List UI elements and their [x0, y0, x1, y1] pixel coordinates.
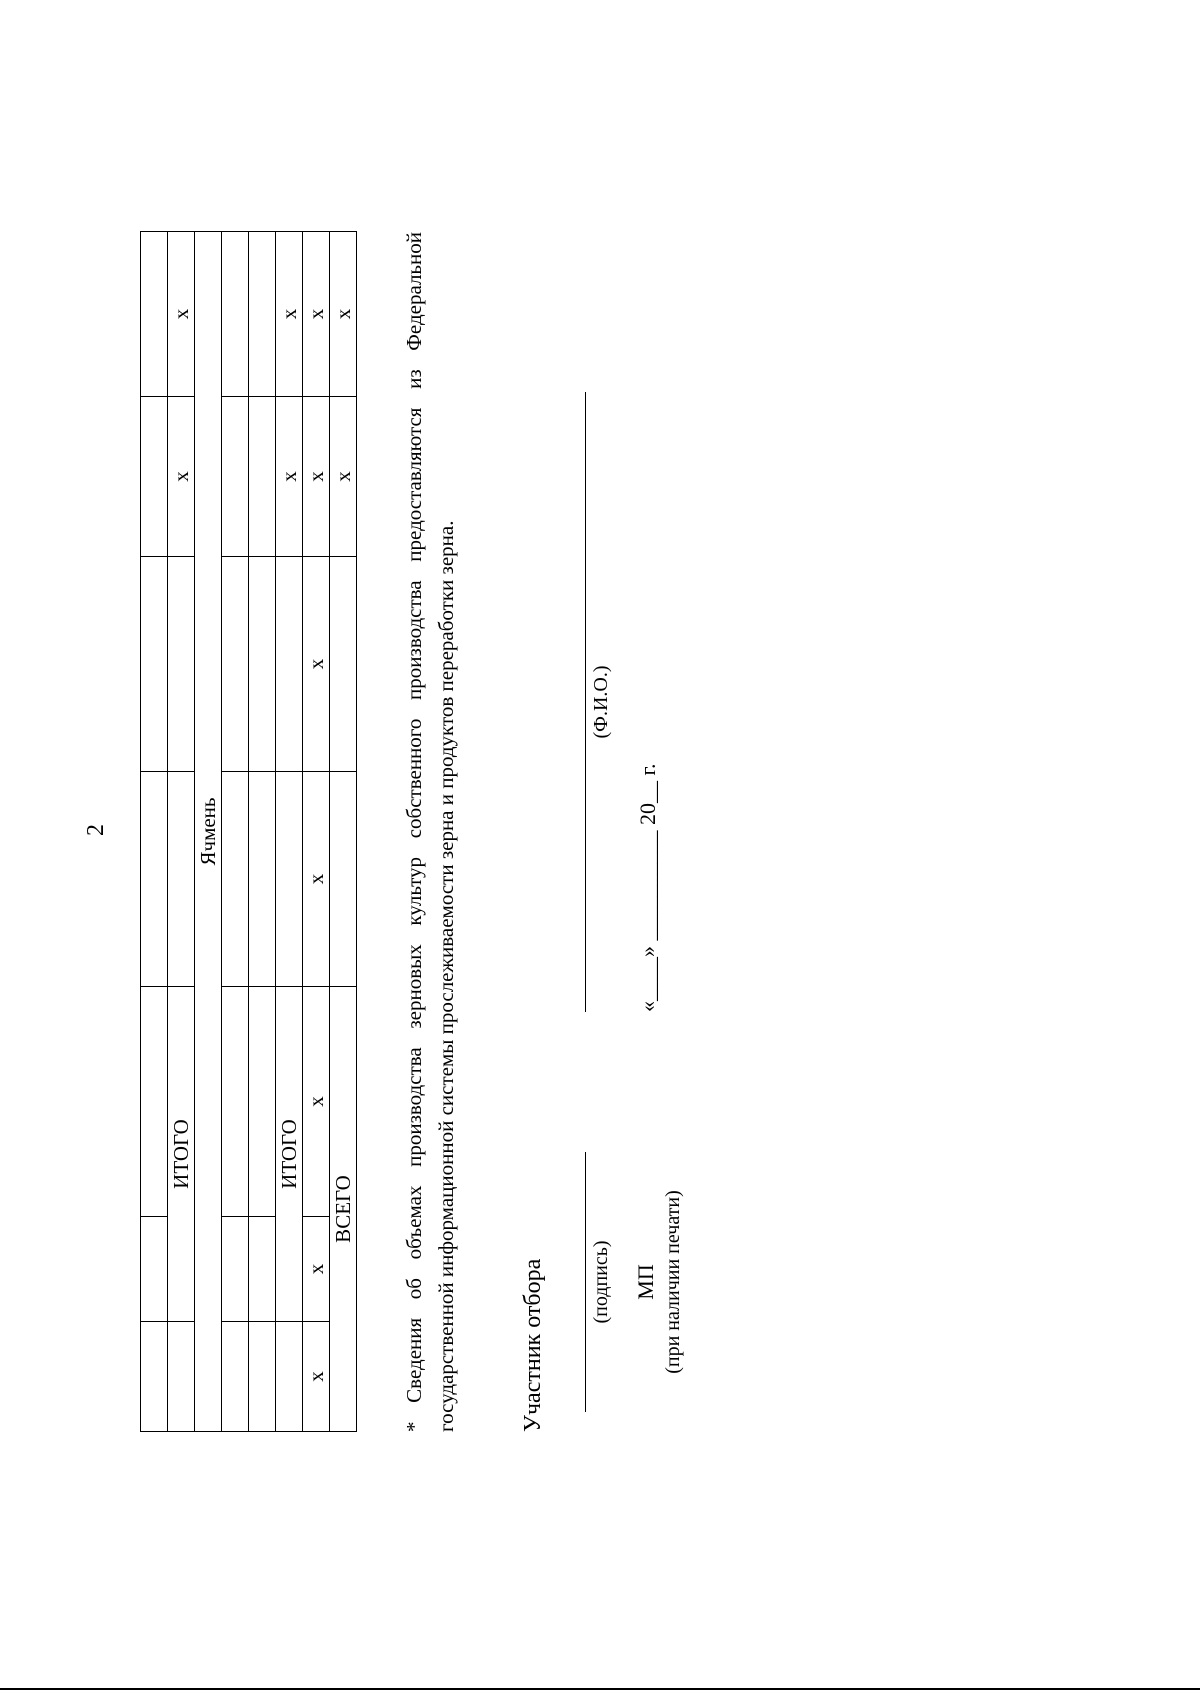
name-caption: (Ф.И.О.) — [590, 665, 612, 739]
table-row — [141, 232, 168, 1432]
vsego-label: ВСЕГО — [330, 987, 357, 1432]
table-row — [168, 232, 195, 1432]
cross-cell: х — [330, 397, 357, 557]
cross-cell: х — [303, 397, 330, 557]
bottom-rule — [0, 1688, 1200, 1690]
cross-cell: х — [303, 987, 330, 1217]
cross-cell: х — [276, 397, 303, 557]
page-number: 2 — [83, 824, 109, 836]
cross-cell: х — [303, 1217, 330, 1322]
table-row — [249, 232, 276, 1432]
table-row — [303, 232, 330, 1432]
table-row — [195, 232, 222, 1432]
footnote: * Сведения об объемах производства зерновых культур собственного производства предоставляются из Федеральной государственной информационной системы прослеживаемости зерна и продуктов переработки зерна. — [402, 232, 458, 1432]
table-row — [222, 232, 249, 1432]
cross-cell: х — [276, 232, 303, 397]
rotated-content — [140, 232, 720, 1432]
signature-caption: (подпись) — [590, 1240, 612, 1324]
itogo-label: ИТОГО — [168, 987, 195, 1322]
grain-table — [140, 231, 357, 1432]
stamp-label: МП — [633, 1264, 658, 1300]
cross-cell: х — [303, 772, 330, 987]
cross-cell: х — [168, 397, 195, 557]
cross-cell: х — [303, 232, 330, 397]
itogo-label: ИТОГО — [276, 987, 303, 1322]
cross-cell: х — [303, 1322, 330, 1432]
name-line — [585, 392, 586, 1012]
stamp-note: (при наличии печати) — [662, 1190, 684, 1374]
cross-cell: х — [303, 557, 330, 772]
participant-label: Участник отбора — [520, 1258, 546, 1432]
date-line: «____» __________ 20__ г. — [635, 763, 660, 1012]
table-row — [276, 232, 303, 1432]
signature-line — [585, 1152, 586, 1412]
table-row — [330, 232, 357, 1432]
crop-label: Ячмень — [195, 232, 222, 1432]
cross-cell: х — [330, 232, 357, 397]
cross-cell: х — [168, 232, 195, 397]
